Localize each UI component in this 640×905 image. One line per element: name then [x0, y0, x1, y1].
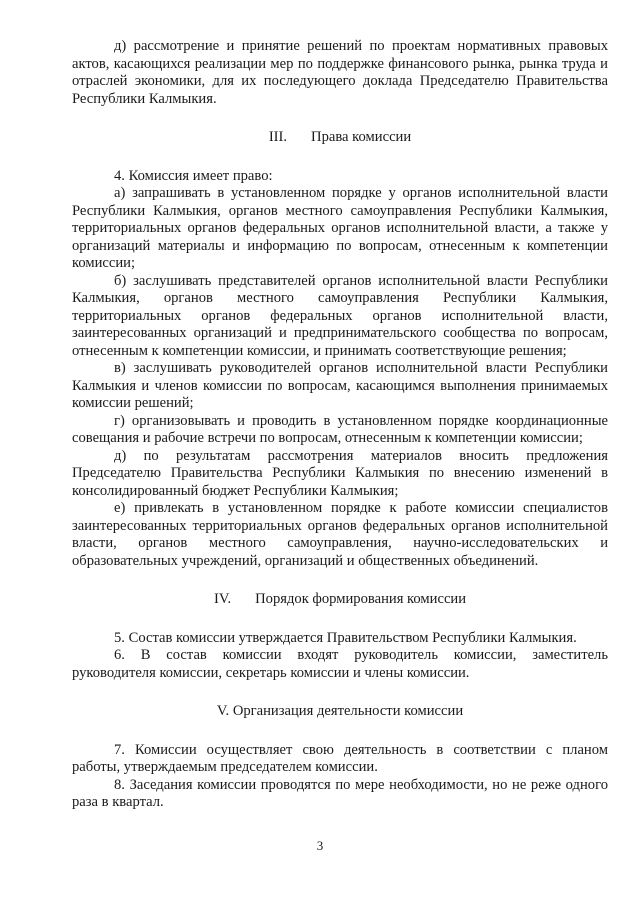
paragraph-item-d: д) рассмотрение и принятие решений по проектам нормативных правовых актов, касающихся реализации мер по поддержке финансового рынка, рынка труда и отраслей экономики, для их последующего доклада Председателю Правительства Республики Калмыкия.: [72, 38, 608, 107]
paragraph: г) организовывать и проводить в установленном порядке координационные совещания и рабочие встречи по вопросам, отнесенным к компетенции комиссии;: [72, 412, 608, 446]
paragraph: 6. В состав комиссии входят руководитель комиссии, заместитель руководителя комиссии, секретарь комиссии и члены комиссии.: [72, 647, 608, 681]
section-heading-3: [72, 129, 608, 147]
section-title: Права комиссии: [311, 129, 412, 145]
paragraph: е) привлекать в установленном порядке к работе комиссии специалистов заинтересованных территориальных органов федеральных органов исполнительной власти, органов местного самоуправления, научно-исследовательских и образовательных учреждений, организаций и общественных объединений.: [72, 500, 608, 569]
section-number: III.: [268, 129, 288, 145]
page-number: 3: [316, 838, 324, 853]
paragraph: 5. Состав комиссии утверждается Правительством Республики Калмыкия.: [114, 629, 577, 646]
section-title: Порядок формирования комиссии: [255, 591, 467, 607]
document-page: [72, 38, 608, 812]
paragraph: в) заслушивать руководителей органов исполнительной власти Республики Калмыкия и членов комиссии по вопросам, касающимся выполнения принимаемых комиссии решений;: [72, 360, 608, 411]
paragraph: а) запрашивать в установленном порядке у органов исполнительной власти Республики Калмыкия, органов местного самоуправления Республики Калмыкия, территориальных органов федеральных органов исполнительной власти, а также у организаций материалы и информацию по вопросам, отнесенным к компетенции комиссии;: [72, 185, 608, 271]
section-heading-4: [72, 591, 608, 609]
paragraph: 8. Заседания комиссии проводятся по мере необходимости, но не реже одного раза в квартал.: [72, 776, 608, 810]
paragraph: 7. Комиссии осуществляет свою деятельность в соответствии с планом работы, утверждаемым председателем комиссии.: [72, 741, 608, 775]
paragraph: д) по результатам рассмотрения материалов вносить предложения Председателю Правительства Республики Калмыкия по внесению изменений в консолидированный бюджет Республики Калмыкия;: [72, 447, 608, 499]
section-heading-5: V. Организация деятельности комиссии: [216, 703, 464, 719]
paragraph: 4. Комиссия имеет право:: [114, 167, 273, 184]
paragraph: б) заслушивать представителей органов исполнительной власти Республики Калмыкия, органов местного самоуправления Республики Калмыкия, территориальных органов федеральных органов исполнительной власти, заинтересованных организаций и предпринимательского сообщества по вопросам, отнесенным к компетенции комиссии, и принимать соответствующие решения;: [72, 272, 608, 359]
section-number: IV.: [213, 591, 232, 607]
